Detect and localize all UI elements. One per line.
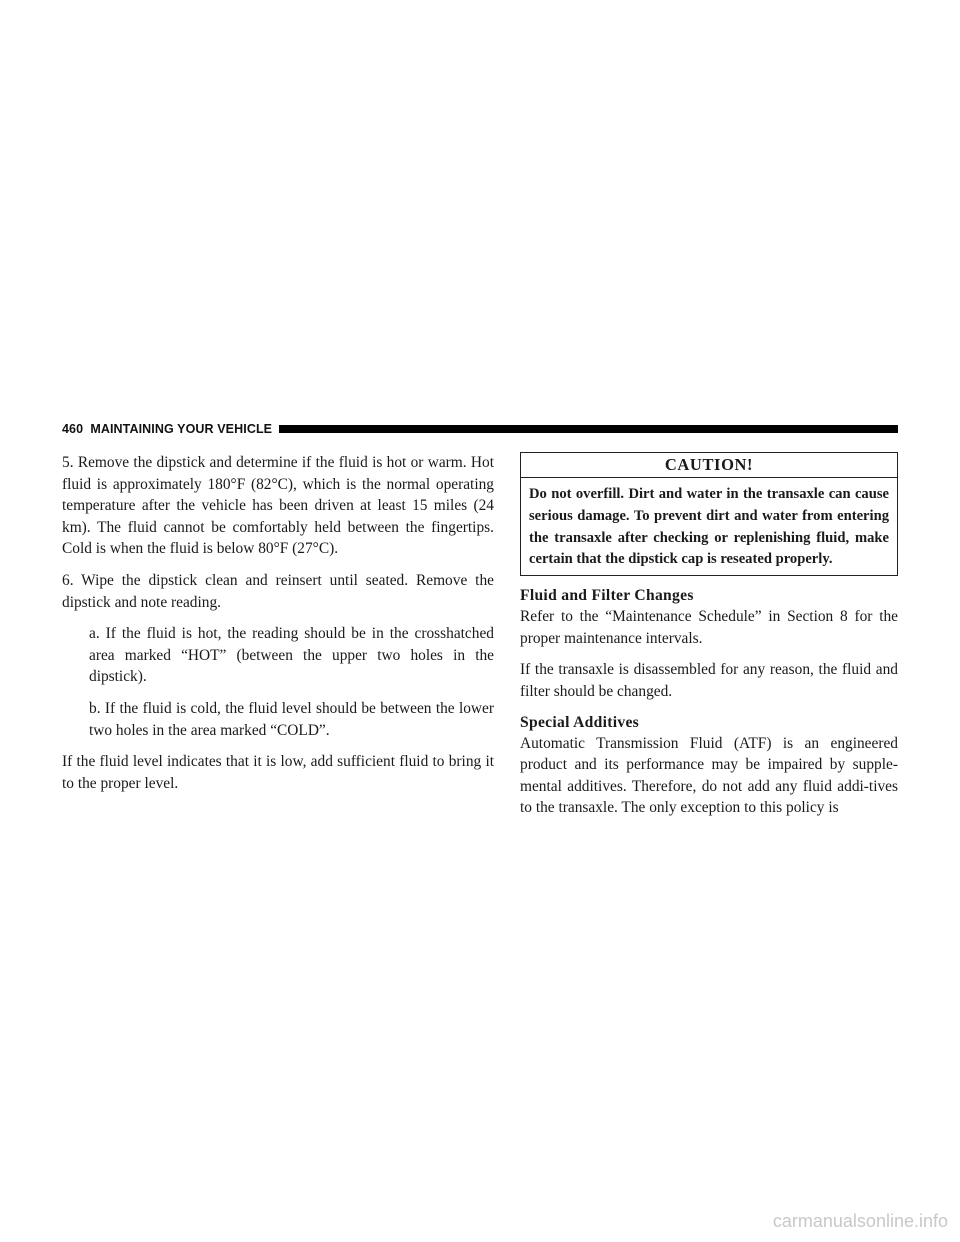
step-6-paragraph: 6. Wipe the dipstick clean and reinsert until seated. Remove the dipstick and note reading.: [62, 571, 494, 611]
atf-paragraph: Automatic Transmission Fluid (ATF) is an engineered product and its performance may be impaired by supple-mental additives. Therefore, do not add any fluid addi-tives to the transaxle. The only exception to this policy is: [520, 734, 898, 817]
watermark: carmanualsonline.info: [772, 1211, 948, 1231]
page-number: 460: [62, 422, 84, 436]
right-column: [520, 452, 898, 829]
fluid-filter-heading: Fluid and Filter Changes: [520, 587, 694, 605]
header-rule: [279, 425, 898, 433]
running-header: [62, 420, 898, 438]
step-6b-paragraph: b. If the fluid is cold, the fluid level should be between the lower two holes in the area marked “COLD”.: [89, 699, 494, 739]
caution-title: CAUTION!: [521, 453, 897, 478]
disassembled-paragraph: If the transaxle is disassembled for any reason, the fluid and filter should be changed.: [520, 661, 898, 700]
special-additives-heading: Special Additives: [520, 713, 640, 731]
step-6a-paragraph: a. If the fluid is hot, the reading should be in the crosshatched area marked “HOT” (between the upper two holes in the dipstick).: [89, 625, 494, 686]
left-column: [62, 452, 494, 804]
caution-box: [520, 452, 898, 576]
caution-body: Do not overfill. Dirt and water in the transaxle can cause serious damage. To prevent dirt and water from entering the transaxle after checking or replenishing fluid, make certain that the dipstick cap is reseated properly.: [529, 486, 889, 568]
low-level-paragraph: If the fluid level indicates that it is low, add sufficient fluid to bring it to the proper level.: [62, 753, 494, 792]
maintenance-schedule-paragraph: Refer to the “Maintenance Schedule” in Section 8 for the proper maintenance intervals.: [520, 608, 898, 647]
step-5-paragraph: 5. Remove the dipstick and determine if the fluid is hot or warm. Hot fluid is approximately 180°F (82°C), which is the normal operating temperature after the vehicle has been driven at least 15 miles (24 km). The fluid cannot be comfortably held between the fingertips. Cold is when the fluid is below 80°F (27°C).: [62, 454, 494, 558]
section-title: MAINTAINING YOUR VEHICLE: [90, 422, 273, 436]
